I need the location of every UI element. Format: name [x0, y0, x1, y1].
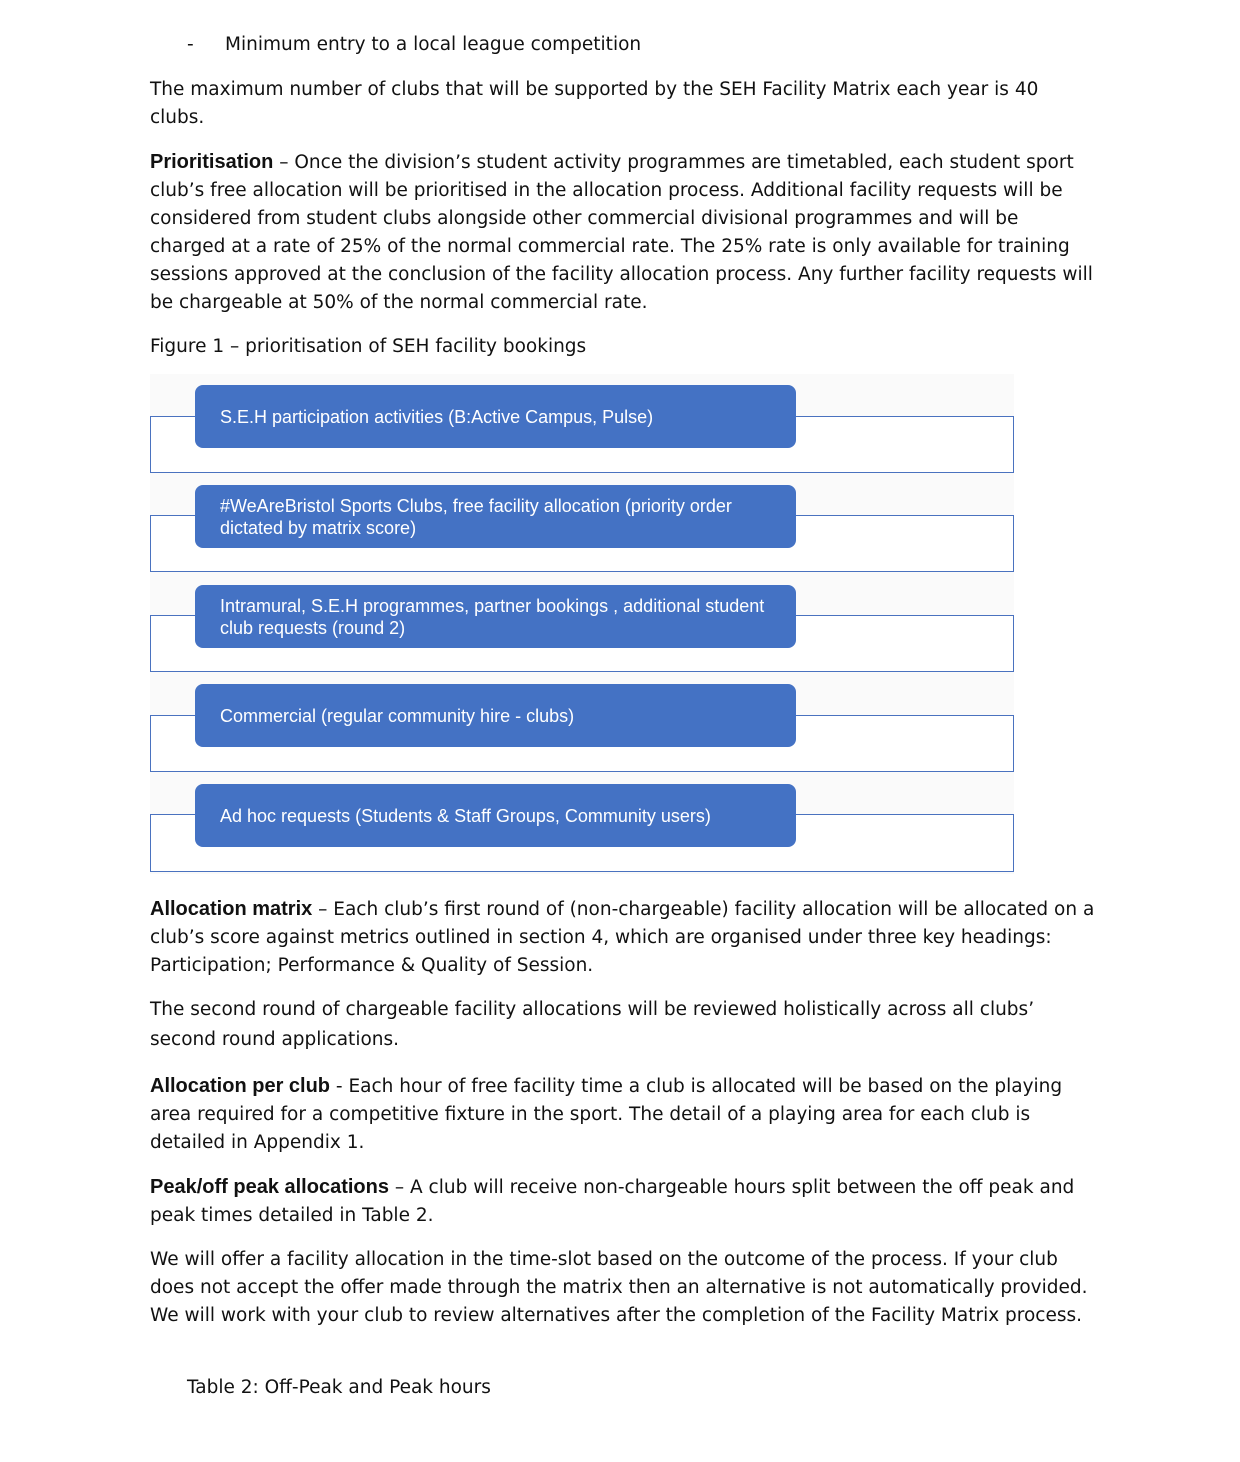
peak-heading: Peak/off peak allocations — [150, 1176, 389, 1198]
bullet-item — [187, 31, 641, 59]
allocation-per-club-paragraph — [150, 1072, 1095, 1157]
prioritisation-diagram — [150, 374, 1014, 874]
allocation-per-club-heading: Allocation per club — [150, 1075, 331, 1097]
stage-1-box — [195, 385, 796, 448]
allocation-matrix-paragraph — [150, 895, 1095, 980]
stage-3-label: Intramural, S.E.H programmes, partner bookings , additional student club requests (round 2) — [220, 595, 765, 638]
bullet-dash: - — [187, 34, 194, 55]
allocation-matrix-text: – Each club’s first round of (non-chargeable) facility allocation will be allocated on a club’s score against metrics outlined in section 4, which are organised under three key headings: Participation; Performance & Quality of Session. — [150, 899, 1095, 976]
prioritisation-paragraph — [150, 148, 1095, 317]
stage-5-label: Ad hoc requests (Students & Staff Groups, Community users) — [220, 805, 711, 826]
table-caption: Table 2: Off-Peak and Peak hours — [187, 1377, 491, 1398]
bullet-text: Minimum entry to a local league competition — [225, 34, 642, 55]
peak-paragraph — [150, 1173, 1095, 1230]
allocation-per-club-text: - Each hour of free facility time a club is allocated will be based on the playing area required for a competitive fixture in the sport. The detail of a playing area for each club is detailed in Appendix 1. — [150, 1076, 1063, 1153]
offer-paragraph: We will offer a facility allocation in the time-slot based on the outcome of the process. If your club does not accept the offer made through the matrix then an alternative is not automatically provided. We will work with your club to review alternatives after the completion of the Facility Matrix process. — [150, 1249, 1088, 1326]
second-round-paragraph: The second round of chargeable facility allocations will be reviewed holistically across all clubs’ second round applications. — [150, 999, 1035, 1050]
max-clubs-paragraph: The maximum number of clubs that will be supported by the SEH Facility Matrix each year is 40 clubs. — [150, 79, 1039, 128]
prioritisation-heading: Prioritisation — [150, 151, 274, 173]
stage-5-box — [195, 784, 796, 847]
stage-2-label: #WeAreBristol Sports Clubs, free facility allocation (priority order dictated by matrix score) — [220, 495, 732, 538]
stage-4-label: Commercial (regular community hire - clubs) — [220, 705, 575, 726]
stage-2-box — [195, 485, 796, 548]
peak-text: – A club will receive non-chargeable hours split between the off peak and peak times detailed in Table 2. — [150, 1177, 1075, 1226]
stage-4-box — [195, 684, 796, 747]
prioritisation-text: – Once the division’s student activity programmes are timetabled, each student sport club’s free allocation will be prioritised in the allocation process. Additional facility requests will be considered from student clubs alongside other commercial divisional programmes and will be charged at a rate of 25% of the normal commercial rate. The 25% rate is only available for training sessions approved at the conclusion of the facility allocation process. Any further facility requests will be chargeable at 50% of the normal commercial rate. — [150, 152, 1093, 313]
stage-3-box — [195, 585, 796, 648]
allocation-matrix-heading: Allocation matrix — [150, 898, 313, 920]
stage-1-label: S.E.H participation activities (B:Active Campus, Pulse) — [220, 406, 654, 427]
figure-caption: Figure 1 – prioritisation of SEH facility bookings — [150, 336, 587, 357]
